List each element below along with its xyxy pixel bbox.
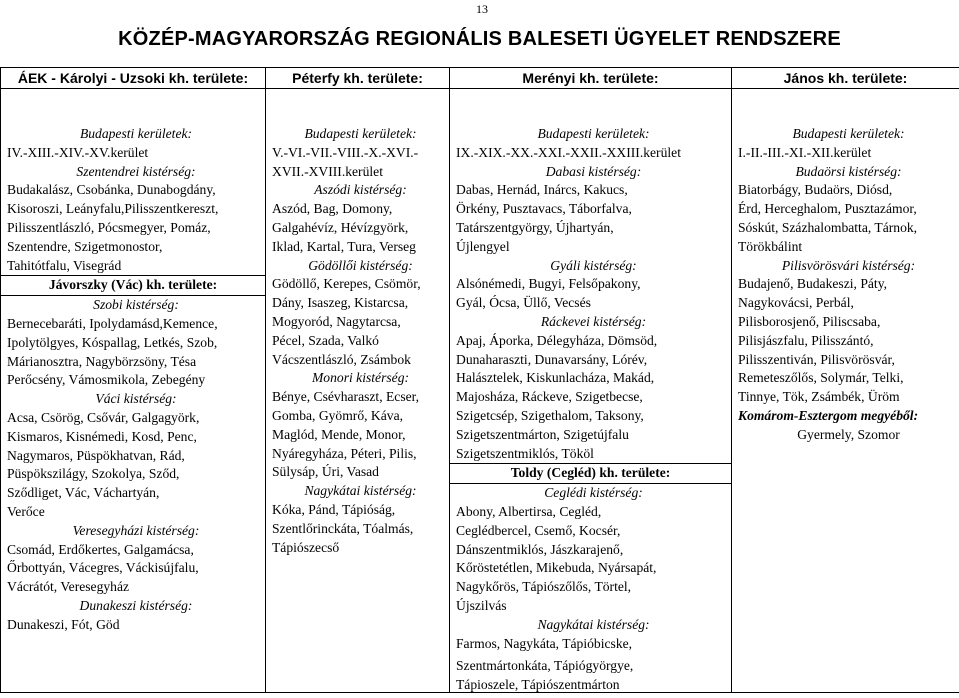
text-line: Acsa, Csörög, Csővár, Galgagyörk, — [7, 409, 200, 425]
trauma-region-table — [0, 67, 959, 693]
footer-continuation — [456, 656, 633, 694]
text-line: IX.-XIX.-XX.-XXI.-XXII.-XXIII.kerület — [456, 144, 681, 160]
section-heading: Dunakeszi kistérség: — [79, 597, 193, 613]
text-line: Halásztelek, Kiskunlacháza, Makád, — [456, 370, 655, 386]
text-line: Gödöllő, Kerepes, Csömör, — [272, 276, 421, 292]
text-line: Vácrátót, Veresegyház — [7, 579, 130, 595]
column-2 — [266, 89, 450, 693]
text-line: Dány, Isaszeg, Kistarcsa, — [272, 295, 409, 311]
section-heading: Komárom-Esztergom megyéből: — [738, 407, 919, 423]
text-line: Kisoroszi, Leányfalu,Pilisszentkereszt, — [7, 201, 219, 217]
section-heading: Ceglédi kistérség: — [544, 485, 643, 501]
text-line: Apaj, Áporka, Délegyháza, Dömsöd, — [456, 332, 658, 348]
section-heading: Pilisvörösvári kistérség: — [781, 257, 916, 273]
section-heading: Budapesti kerületek: — [304, 126, 417, 141]
text-line: Tápiószecső — [272, 539, 340, 555]
text-line: Dabas, Hernád, Inárcs, Kakucs, — [456, 182, 628, 198]
text-line: Majosháza, Ráckeve, Szigetbecse, — [456, 389, 643, 405]
text-line: Bernecebaráti, Ipolydamásd,Kemence, — [7, 315, 218, 331]
section-heading: Váci kistérség: — [95, 391, 177, 407]
column-1 — [1, 89, 266, 693]
section-heading: Nagykátai kistérség: — [304, 483, 417, 499]
text-line: Pilisjászfalu, Pilisszántó, — [738, 332, 874, 348]
text-line: Farmos, Nagykáta, Tápióbicske, — [456, 635, 633, 651]
section-heading: Szobi kistérség: — [93, 297, 179, 313]
section-heading: Budapesti kerületek: — [537, 126, 650, 141]
text-line: Tinnye, Tök, Zsámbék, Üröm — [738, 389, 900, 405]
text-line: I.-II.-III.-XI.-XII.kerület — [738, 144, 872, 160]
text-line: Biatorbágy, Budaörs, Diósd, — [738, 182, 893, 198]
column-4 — [732, 89, 959, 693]
text-line: Pécel, Szada, Valkó — [272, 332, 379, 348]
text-line: Pilisszentlászló, Pócsmegyer, Pomáz, — [7, 219, 211, 235]
text-line: Csomád, Erdőkertes, Galgamácsa, — [7, 541, 194, 557]
text-line: Szentlőrinckáta, Tóalmás, — [272, 520, 414, 536]
text-line: Aszód, Bag, Domony, — [272, 201, 393, 217]
text-line: Nagymaros, Püspökhatvan, Rád, — [7, 447, 185, 463]
text-line: Nagykovácsi, Perbál, — [738, 295, 854, 311]
text-line: Galgahévíz, Hévízgyörk, — [272, 219, 409, 235]
section-heading: Dabasi kistérség: — [545, 163, 642, 179]
text-line: Gyál, Ócsa, Üllő, Vecsés — [456, 295, 591, 311]
text-line: Érd, Herceghalom, Pusztazámor, — [738, 201, 917, 217]
text-line: Nyáregyháza, Péteri, Pilis, — [272, 445, 417, 461]
text-line: Kőröstetétlen, Mikebuda, Nyársapát, — [456, 560, 657, 576]
column-3 — [450, 89, 732, 693]
text-line: Tahitótfalu, Visegrád — [7, 257, 122, 273]
section-heading: Aszódi kistérség: — [314, 182, 407, 198]
text-line: Püspökszilágy, Szokolya, Sződ, — [7, 466, 180, 482]
text-line: Sülysáp, Úri, Vasad — [272, 464, 379, 480]
text-line: Mogyoród, Nagytarcsa, — [272, 313, 401, 329]
text-line: Márianosztra, Nagybörzsöny, Tésa — [7, 353, 197, 369]
section-heading: Ráckevei kistérség: — [540, 313, 647, 329]
column-header-3: Merényi kh. területe: — [450, 68, 732, 89]
text-line: Sződliget, Vác, Váchartyán, — [7, 485, 160, 501]
text-line: Perőcsény, Vámosmikola, Zebegény — [7, 372, 206, 388]
page-number: 13 — [476, 2, 488, 16]
section-heading: Budaörsi kistérség: — [795, 163, 902, 179]
page-title: KÖZÉP-MAGYARORSZÁG REGIONÁLIS BALESETI ÜGYELET RENDSZERE — [118, 28, 841, 50]
text-line: Iklad, Kartal, Tura, Verseg — [272, 238, 416, 254]
text-line: XVII.-XVIII.kerület — [272, 163, 383, 179]
text-line: Őrbottyán, Vácegres, Váckisújfalu, — [7, 560, 199, 576]
text-line: IV.-XIII.-XIV.-XV.kerület — [7, 144, 149, 160]
text-line: Szentendre, Szigetmonostor, — [7, 238, 163, 254]
text-line: Remeteszőlős, Solymár, Telki, — [738, 370, 904, 386]
footer-line: Szentmártonkáta, Tápiógyörgye, — [456, 658, 634, 673]
header-row — [1, 68, 959, 89]
text-line: Sóskút, Százhalombatta, Tárnok, — [738, 219, 918, 235]
text-line: Gyermely, Szomor — [797, 426, 900, 442]
text-line: Dunaharaszti, Dunavarsány, Lórév, — [456, 351, 648, 367]
text-line: Budajenő, Budakeszi, Páty, — [738, 276, 887, 292]
text-line: Abony, Albertirsa, Cegléd, — [456, 503, 602, 519]
text-line: Dunakeszi, Fót, Göd — [7, 616, 120, 632]
text-line: Dánszentmiklós, Jászkarajenő, — [456, 541, 624, 557]
hospital-area-heading: Toldy (Cegléd) kh. területe: — [450, 463, 731, 484]
text-line: Maglód, Mende, Monor, — [272, 426, 406, 442]
text-line: Tatárszentgyörgy, Újhartyán, — [456, 219, 614, 235]
text-line: Kóka, Pánd, Tápióság, — [272, 501, 396, 517]
text-line: Újlengyel — [456, 238, 510, 254]
text-line: Nagykőrös, Tápiószőlős, Törtel, — [456, 579, 632, 595]
section-heading: Budapesti kerületek: — [792, 126, 905, 141]
column-header-2: Péterfy kh. területe: — [266, 68, 450, 89]
section-heading: Szentendrei kistérség: — [76, 163, 196, 179]
text-line: Verőce — [7, 503, 45, 519]
section-heading: Gödöllői kistérség: — [308, 257, 413, 273]
text-line: Törökbálint — [738, 238, 803, 254]
hospital-area-heading: Jávorszky (Vác) kh. területe: — [1, 275, 265, 296]
text-line: V.-VI.-VII.-VIII.-X.-XVI.- — [272, 144, 419, 160]
section-heading: Monori kistérség: — [311, 370, 410, 386]
text-line: Kismaros, Kisnémedi, Kosd, Penc, — [7, 428, 197, 444]
text-line: Szigetszentmiklós, Tököl — [456, 445, 594, 461]
text-line: Örkény, Pusztavacs, Táborfalva, — [456, 201, 632, 217]
column-header-1: ÁEK - Károlyi - Uzsoki kh. területe: — [1, 68, 266, 89]
text-line: Bénye, Csévharaszt, Ecser, — [272, 389, 420, 405]
text-line: Ipolytölgyes, Kóspallag, Letkés, Szob, — [7, 334, 218, 350]
text-line: Szigetszentmárton, Szigetújfalu — [456, 426, 629, 442]
footer-line: Tápioszele, Tápiószentmárton — [456, 677, 620, 692]
text-line: Budakalász, Csobánka, Dunabogdány, — [7, 182, 216, 198]
text-line: Pilisszentiván, Pilisvörösvár, — [738, 351, 895, 367]
text-line: Alsónémedi, Bugyi, Felsőpakony, — [456, 276, 641, 292]
text-line: Ceglédbercel, Csemő, Kocsér, — [456, 522, 621, 538]
section-heading: Veresegyházi kistérség: — [72, 522, 200, 538]
text-line: Gomba, Gyömrő, Káva, — [272, 407, 403, 423]
text-line: Pilisborosjenő, Piliscsaba, — [738, 313, 881, 329]
body-row — [1, 89, 959, 693]
section-heading: Budapesti kerületek: — [79, 126, 193, 141]
section-heading: Nagykátai kistérség: — [537, 616, 650, 632]
text-line: Újszilvás — [456, 597, 507, 613]
text-line: Szigetcsép, Szigethalom, Taksony, — [456, 407, 644, 423]
section-heading: Gyáli kistérség: — [550, 257, 637, 273]
text-line: Vácszentlászló, Zsámbok — [272, 351, 411, 367]
column-header-4: János kh. területe: — [732, 68, 959, 89]
